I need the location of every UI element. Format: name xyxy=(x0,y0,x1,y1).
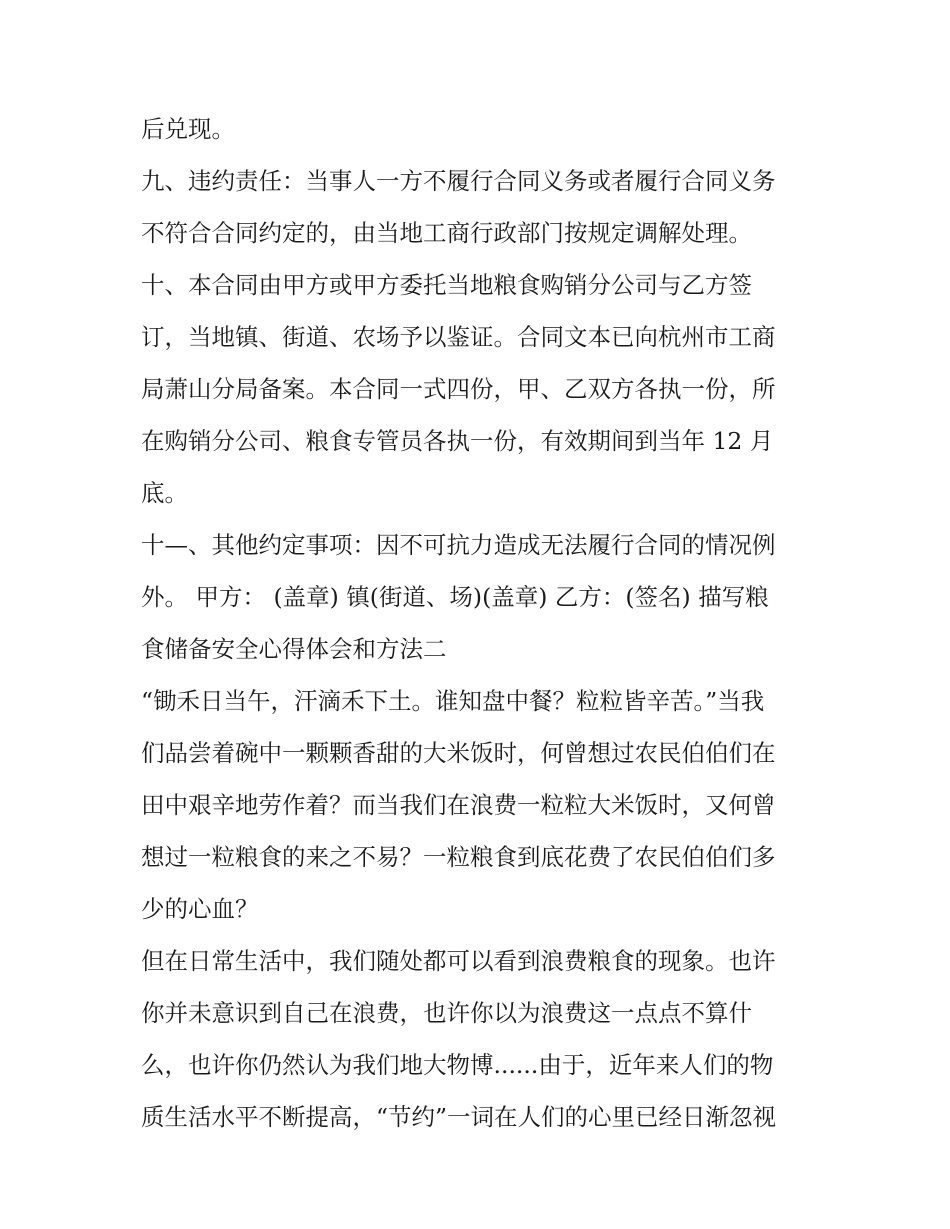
text-line: 十、本合同由甲方或甲方委托当地粮食购销分公司与乙方签 xyxy=(141,271,752,299)
text-line: 九、违约责任：当事人一方不履行合同义务或者履行合同义务 xyxy=(141,167,776,195)
text-line: 们品尝着碗中一颗颗香甜的大米饭时，何曾想过农民伯伯们在 xyxy=(141,739,776,767)
text-line: 订，当地镇、街道、农场予以鉴证。合同文本已向杭州市工商 xyxy=(141,323,776,351)
text-line: 后兑现。 xyxy=(141,115,235,143)
text-line: 十—、其他约定事项：因不可抗力造成无法履行合同的情况例 xyxy=(141,531,776,559)
text-line: 少的心血？ xyxy=(141,895,259,923)
text-line: 但在日常生活中，我们随处都可以看到浪费粮食的现象。也许 xyxy=(141,947,776,975)
document-body xyxy=(141,103,821,1143)
text-line: 局萧山分局备案。本合同一式四份，甲、乙双方各执一份，所 xyxy=(141,375,776,403)
text-line: “锄禾日当午，汗滴禾下土。谁知盘中餐？粒粒皆辛苦。”当我 xyxy=(141,687,765,715)
text-line: 食储备安全心得体会和方法二 xyxy=(141,635,447,663)
text-line: 田中艰辛地劳作着？而当我们在浪费一粒粒大米饭时，又何曾 xyxy=(141,791,776,819)
text-line: 不符合合同约定的，由当地工商行政部门按规定调解处理。 xyxy=(141,219,752,247)
text-line: 你并未意识到自己在浪费，也许你以为浪费这一点点不算什 xyxy=(141,999,752,1027)
text-line: 质生活水平不断提高，“节约”一词在人们的心里已经日渐忽视 xyxy=(141,1103,777,1131)
text-line: 底。 xyxy=(141,479,188,507)
text-line: 想过一粒粮食的来之不易？一粒粮食到底花费了农民伯伯们多 xyxy=(141,843,776,871)
text-line: 在购销分公司、粮食专管员各执一份，有效期间到当年 12 月 xyxy=(141,427,774,455)
text-line: 么，也许你仍然认为我们地大物博......由于，近年来人们的物 xyxy=(141,1051,774,1079)
text-line: 外。 甲方： (盖章) 镇(街道、场)(盖章) 乙方：(签名) 描写粮 xyxy=(141,583,769,611)
